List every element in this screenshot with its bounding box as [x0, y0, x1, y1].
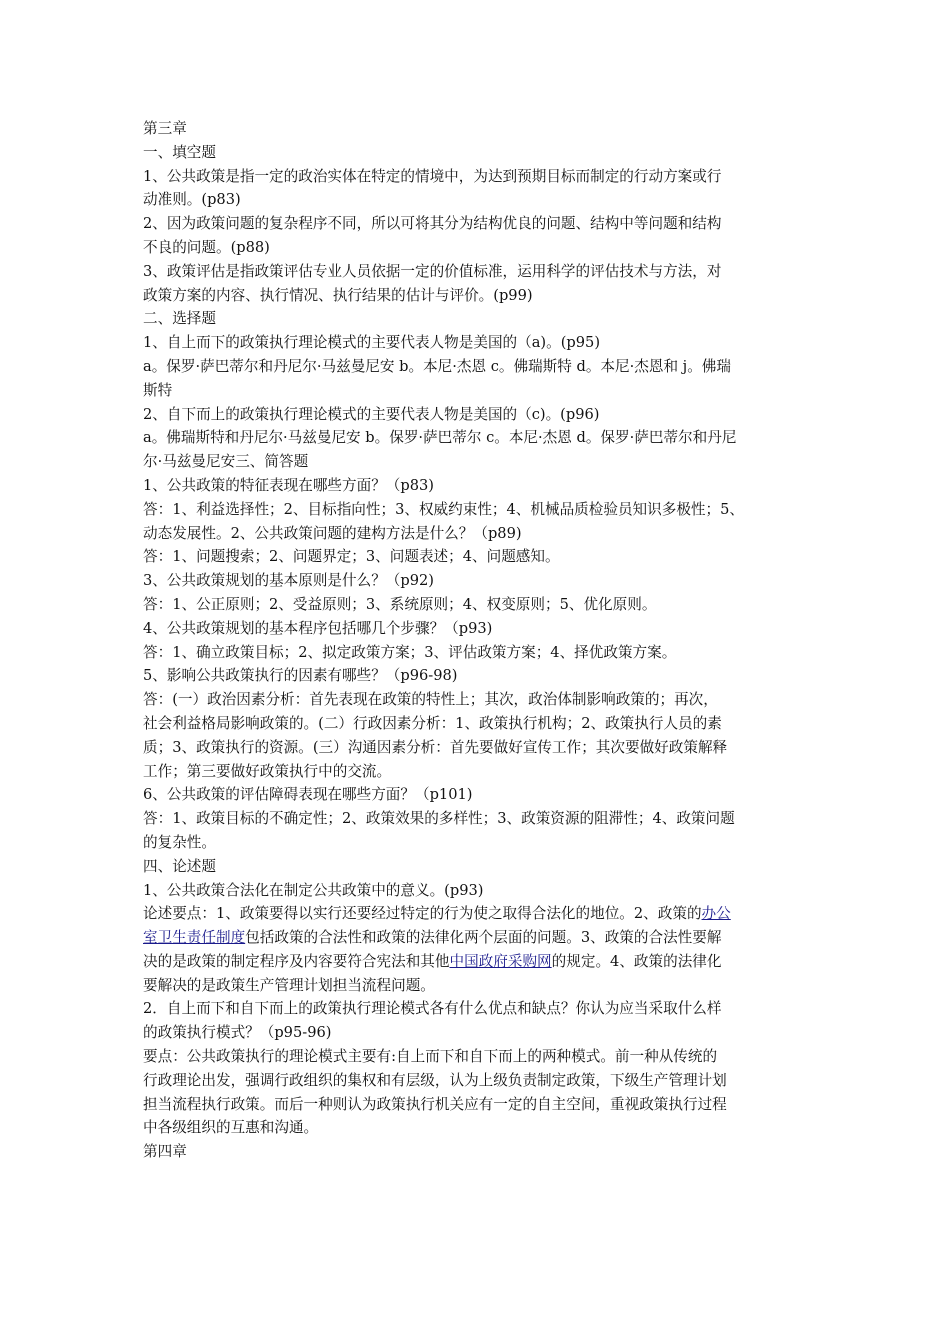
text-line: [143, 879, 807, 903]
text-segment: 答：1、政策目标的不确定性；2、政策效果的多样性；3、政策资源的阻滞性；4、政策问题: [143, 810, 735, 828]
text-segment: 4、公共政策规划的基本程序包括哪几个步骤？（p93): [143, 619, 493, 637]
text-line: [143, 450, 807, 474]
text-segment: 工作；第三要做好政策执行中的交流。: [143, 762, 392, 780]
text-line: [143, 522, 807, 546]
text-line: [143, 1140, 807, 1164]
text-line: [143, 1021, 807, 1045]
text-line: [143, 736, 807, 760]
text-line: [143, 926, 807, 950]
text-line: [143, 997, 807, 1021]
text-line: [143, 141, 807, 165]
text-line: [143, 902, 807, 926]
text-segment: 1、公共政策合法化在制定公共政策中的意义。(p93): [143, 881, 484, 899]
text-segment: 中各级组织的互惠和沟通。: [143, 1119, 319, 1137]
text-segment: 担当流程执行政策。而后一种则认为政策执行机关应有一定的自主空间，重视政策执行过程: [143, 1095, 727, 1113]
text-line: [143, 641, 807, 665]
text-segment: 2．自上而下和自下而上的政策执行理论模式各有什么优点和缺点？你认为应当采取什么样: [143, 1000, 722, 1018]
text-line: [143, 165, 807, 189]
text-segment: 要解决的是政策生产管理计划担当流程问题。: [143, 976, 435, 994]
text-line: [143, 712, 807, 736]
text-line: [143, 593, 807, 617]
text-line: [143, 855, 807, 879]
text-line: [143, 403, 807, 427]
text-segment: 5、影响公共政策执行的因素有哪些？（p96-98): [143, 667, 458, 685]
document-body: [143, 117, 807, 1164]
text-segment: 答：(一）政治因素分析：首先表现在政策的特性上；其次，政治体制影响政策的；再次，: [143, 691, 718, 709]
text-line: [143, 236, 807, 260]
text-segment: 答：1、公正原则；2、受益原则；3、系统原则；4、权变原则；5、优化原则。: [143, 595, 657, 613]
text-segment: 2、自下而上的政策执行理论模式的主要代表人物是美国的（c)。(p96): [143, 405, 600, 423]
text-line: [143, 260, 807, 284]
inline-link[interactable]: 中国政府采购网: [449, 952, 552, 970]
text-segment: 3、公共政策规划的基本原则是什么？（p92): [143, 572, 434, 590]
text-line: [143, 1093, 807, 1117]
text-segment: 答：1、确立政策目标；2、拟定政策方案；3、评估政策方案；4、择优政策方案。: [143, 643, 677, 661]
text-segment: 二、选择题: [143, 310, 216, 328]
text-line: [143, 1116, 807, 1140]
text-line: [143, 664, 807, 688]
text-line: [143, 783, 807, 807]
text-segment: 行政理论出发，强调行政组织的集权和有层级，认为上级负责制定政策，下级生产管理计划: [143, 1071, 727, 1089]
text-line: [143, 688, 807, 712]
text-segment: 质；3、政策执行的资源。(三）沟通因素分析：首先要做好宣传工作；其次要做好政策解释: [143, 738, 728, 756]
inline-link[interactable]: 室卫生责任制度: [143, 929, 246, 947]
text-segment: 第四章: [143, 1143, 187, 1161]
inline-link[interactable]: 办公: [701, 905, 731, 923]
text-line: [143, 188, 807, 212]
text-line: [143, 760, 807, 784]
text-segment: 斯特: [143, 381, 173, 399]
text-segment: 社会利益格局影响政策的。(二）行政因素分析：1、政策执行机构；2、政策执行人员的素: [143, 714, 722, 732]
text-segment: 不良的问题。(p88): [143, 238, 270, 256]
text-segment: 2、因为政策问题的复杂程序不同，所以可将其分为结构优良的问题、结构中等问题和结构: [143, 215, 722, 233]
text-segment: 一、填空题: [143, 143, 216, 161]
text-line: [143, 379, 807, 403]
text-line: [143, 950, 807, 974]
text-segment: 的复杂性。: [143, 833, 216, 851]
text-segment: 决的是政策的制定程序及内容要符合宪法和其他: [143, 952, 450, 970]
text-line: [143, 807, 807, 831]
text-segment: 政策方案的内容、执行情况、执行结果的估计与评价。(p99): [143, 286, 533, 304]
text-segment: a。保罗·萨巴蒂尔和丹尼尔·马兹曼尼安 b。本尼·杰恩 c。佛瑞斯特 d。本尼·杰恩和 j。佛瑞: [143, 357, 731, 375]
text-line: [143, 1069, 807, 1093]
text-line: [143, 474, 807, 498]
text-segment: 的政策执行模式？（p95-96): [143, 1024, 332, 1042]
text-line: [143, 307, 807, 331]
text-line: [143, 545, 807, 569]
text-segment: 答：1、问题搜索；2、问题界定；3、问题表述；4、问题感知。: [143, 548, 560, 566]
text-segment: 尔·马兹曼尼安三、简答题: [143, 453, 309, 471]
text-line: [143, 569, 807, 593]
text-line: [143, 426, 807, 450]
text-segment: 6、公共政策的评估障碍表现在哪些方面？（p101): [143, 786, 473, 804]
text-segment: 的规定。4、政策的法律化: [551, 952, 722, 970]
text-segment: 四、论述题: [143, 857, 216, 875]
text-segment: 要点：公共政策执行的理论模式主要有:自上而下和自下而上的两种模式。前一种从传统的: [143, 1048, 718, 1066]
text-segment: 第三章: [143, 120, 187, 137]
text-line: [143, 355, 807, 379]
text-line: [143, 498, 807, 522]
text-line: [143, 331, 807, 355]
text-segment: 动态发展性。2、公共政策问题的建构方法是什么？（p89): [143, 524, 522, 542]
text-segment: 1、公共政策是指一定的政治实体在特定的情境中，为达到预期目标而制定的行动方案或行: [143, 167, 722, 185]
text-segment: 1、公共政策的特征表现在哪些方面？（p83): [143, 476, 434, 494]
text-segment: 动准则。(p83): [143, 191, 241, 209]
text-line: [143, 617, 807, 641]
text-segment: 包括政策的合法性和政策的法律化两个层面的问题。3、政策的合法性要解: [245, 929, 722, 947]
text-segment: 答：1、利益选择性；2、目标指向性；3、权威约束性；4、机械品质检验员知识多极性；5、: [143, 500, 744, 518]
text-segment: a。佛瑞斯特和丹尼尔·马兹曼尼安 b。保罗·萨巴蒂尔 c。本尼·杰恩 d。保罗·萨巴蒂尔和丹尼: [143, 429, 737, 447]
text-line: [143, 1045, 807, 1069]
text-line: [143, 117, 807, 141]
text-line: [143, 974, 807, 998]
text-segment: 3、政策评估是指政策评估专业人员依据一定的价值标准，运用科学的评估技术与方法，对: [143, 262, 722, 280]
text-line: [143, 831, 807, 855]
text-line: [143, 212, 807, 236]
text-segment: 1、自上而下的政策执行理论模式的主要代表人物是美国的（a)。(p95): [143, 334, 601, 352]
text-line: [143, 284, 807, 308]
text-segment: 论述要点：1、政策要得以实行还要经过特定的行为使之取得合法化的地位。2、政策的: [143, 905, 702, 923]
